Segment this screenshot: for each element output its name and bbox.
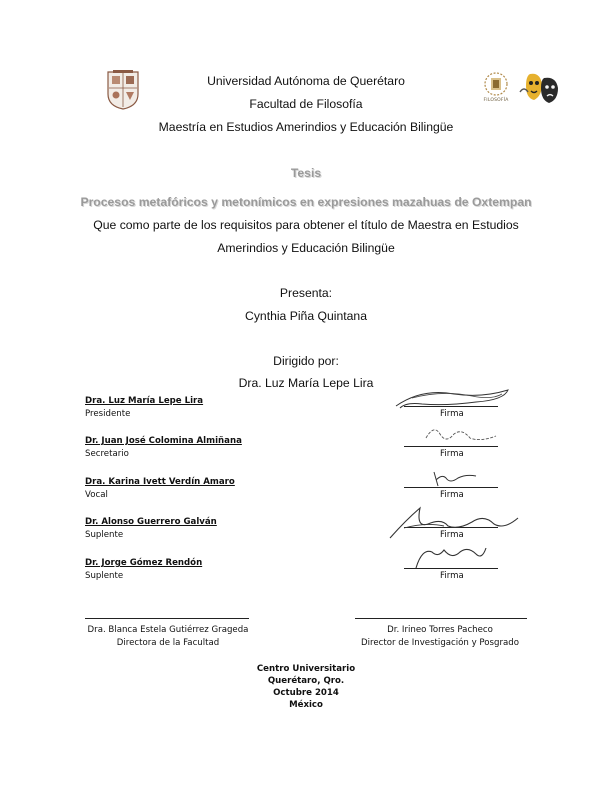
committee-member-name: Dra. Luz María Lepe Lira bbox=[85, 396, 204, 406]
firma-label: Firma bbox=[440, 571, 464, 581]
footer-ciudad: Querétaro, Qro. bbox=[267, 676, 345, 686]
footer-centro: Centro Universitario bbox=[256, 664, 356, 674]
committee-member-role: Suplente bbox=[85, 571, 124, 581]
firma-label: Firma bbox=[440, 449, 464, 459]
director-posgrado-title: Director de Investigación y Posgrado bbox=[361, 638, 519, 648]
directora-facultad-title: Directora de la Facultad bbox=[116, 638, 220, 648]
committee-member-role: Vocal bbox=[85, 490, 108, 500]
program-name: Maestría en Estudios Amerindios y Educación Bilingüe bbox=[158, 120, 454, 134]
signature-scribble bbox=[392, 384, 514, 414]
footer-pais: México bbox=[289, 700, 323, 710]
firma-label: Firma bbox=[440, 530, 464, 540]
presenta-label: Presenta: bbox=[279, 286, 333, 300]
purpose-line-1: Que como parte de los requisitos para obtener el título de Maestra en Estudios bbox=[93, 218, 519, 232]
signature-scribble bbox=[428, 468, 482, 490]
director-posgrado-name: Dr. Irineo Torres Pacheco bbox=[387, 625, 493, 635]
university-name: Universidad Autónoma de Querétaro bbox=[207, 74, 405, 88]
purpose-line-2: Amerindios y Educación Bilingüe bbox=[217, 241, 395, 255]
committee-member-name: Dra. Karina Ivett Verdín Amaro bbox=[85, 477, 235, 487]
signature-scribble bbox=[386, 500, 526, 542]
thesis-title: Procesos metafóricos y metonímicos en expresiones mazahuas de Oxtempan bbox=[80, 195, 532, 209]
faculty-name: Facultad de Filosofía bbox=[249, 97, 363, 111]
director-name: Dra. Luz María Lepe Lira bbox=[238, 376, 374, 390]
director-label: Dirigido por: bbox=[273, 354, 339, 368]
authority-signature-line-right bbox=[355, 618, 527, 619]
authority-signature-line-left bbox=[85, 618, 249, 619]
committee-member-role: Secretario bbox=[85, 449, 129, 459]
committee-member-name: Dr. Alonso Guerrero Galván bbox=[85, 517, 217, 527]
firma-label: Firma bbox=[440, 490, 464, 500]
committee-member-name: Dr. Juan José Colomina Almiñana bbox=[85, 436, 242, 446]
committee-member-role: Presidente bbox=[85, 409, 131, 419]
filosofia-logo-text: FILOSOFÍA bbox=[483, 98, 509, 103]
signature-scribble bbox=[420, 420, 502, 448]
firma-label: Firma bbox=[440, 409, 464, 419]
author-name: Cynthia Piña Quintana bbox=[245, 309, 367, 323]
committee-member-name: Dr. Jorge Gómez Rendón bbox=[85, 558, 203, 568]
signature-scribble bbox=[410, 542, 490, 572]
footer-fecha: Octubre 2014 bbox=[273, 688, 339, 698]
thesis-label: Tesis bbox=[290, 166, 322, 180]
committee-member-role: Suplente bbox=[85, 530, 124, 540]
directora-facultad-name: Dra. Blanca Estela Gutiérrez Grageda bbox=[87, 625, 249, 635]
